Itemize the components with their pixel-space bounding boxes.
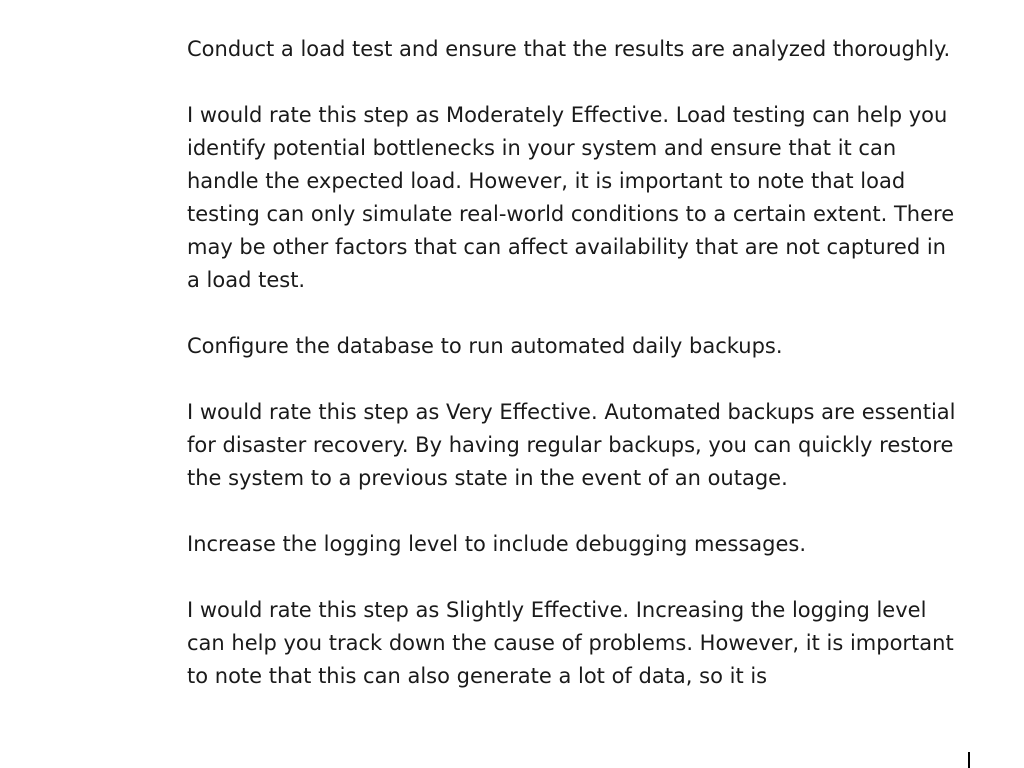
paragraph-backup-step: Configure the database to run automated daily backups. bbox=[187, 334, 783, 358]
paragraph-load-test-step: Conduct a load test and ensure that the results are analyzed thoroughly. bbox=[187, 37, 951, 61]
text-cursor bbox=[968, 752, 970, 768]
paragraph-logging-rating: I would rate this step as Slightly Effective. Increasing the logging level can help you track down the cause of problems. However, it is important to note that this can also generate a lot of data, so it is bbox=[187, 598, 954, 688]
document-body[interactable] bbox=[187, 0, 957, 726]
paragraph-logging-step: Increase the logging level to include debugging messages. bbox=[187, 532, 806, 556]
paragraph-load-test-rating: I would rate this step as Moderately Effective. Load testing can help you identify potential bottlenecks in your system and ensure that it can handle the expected load. However, it is important to note that load testing can only simulate real-world conditions to a certain extent. There may be other factors that can affect availability that are not captured in a load test. bbox=[187, 103, 955, 292]
paragraph-backup-rating: I would rate this step as Very Effective. Automated backups are essential for disaster recovery. By having regular backups, you can quickly restore the system to a previous state in the event of an outage. bbox=[187, 400, 956, 490]
